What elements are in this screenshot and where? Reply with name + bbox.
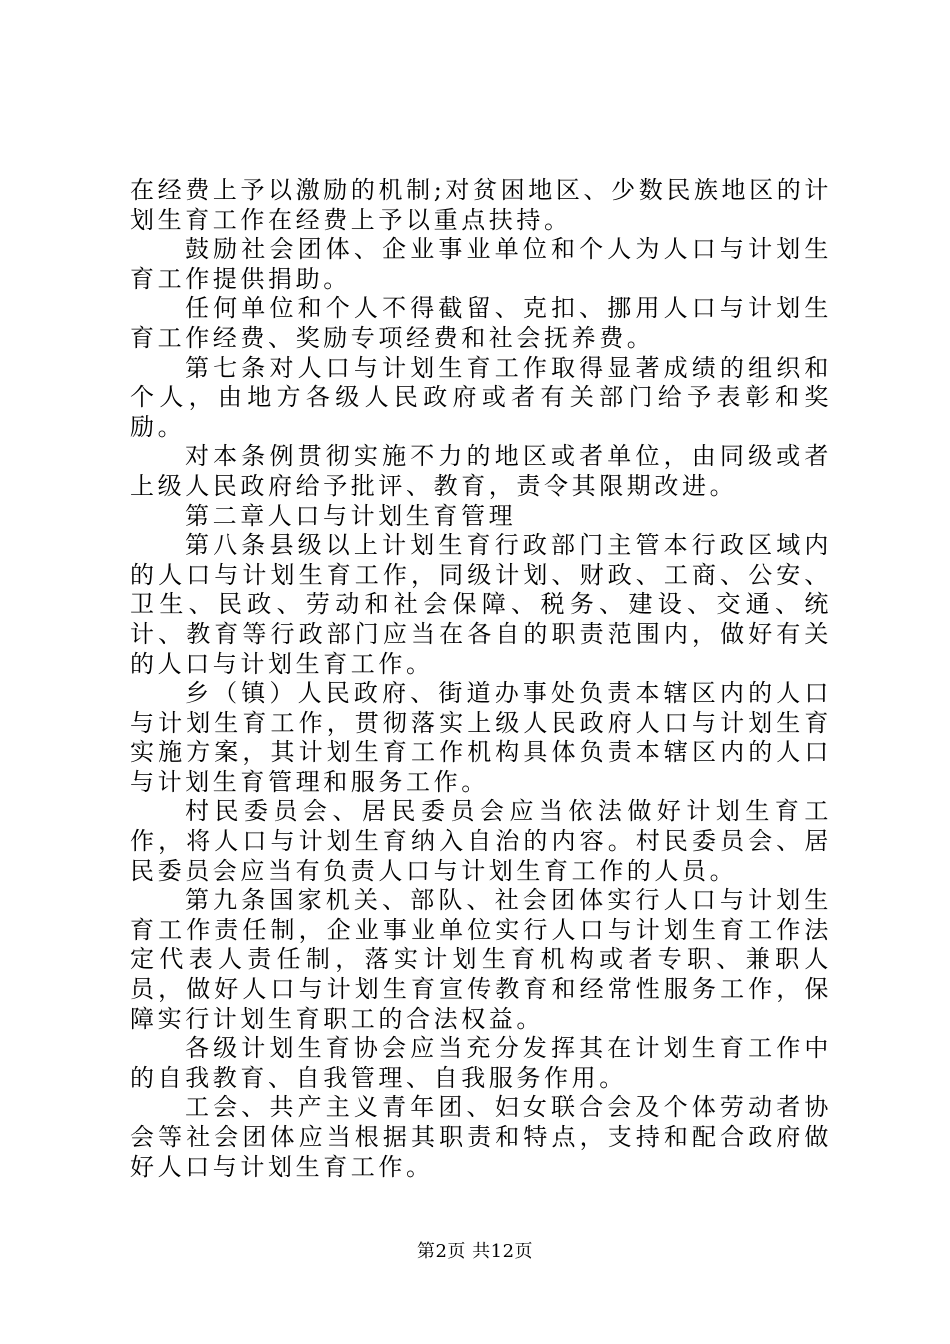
chapter-heading: 第二章人口与计划生育管理: [185, 501, 517, 530]
page-number-footer: 第2页 共12页: [416, 1241, 534, 1262]
paragraph-5: 对本条例贯彻实施不力的地区或者单位，由同级或者上级人民政府给予批评、教育，责令其限期改进。: [130, 442, 832, 500]
paragraph-article-9: 第九条国家机关、部队、社会团体实行人口与计划生育工作责任制，企业事业单位实行人口与计划生育工作法定代表人责任制，落实计划生育机构或者专职、兼职人员，做好人口与计划生育宣传教育和经常性服务工作，保障实行计划生育职工的合法权益。: [130, 886, 832, 1033]
paragraph-2: 鼓励社会团体、企业事业单位和个人为人口与计划生育工作提供捐助。: [130, 235, 832, 293]
paragraph-12: 工会、共产主义青年团、妇女联合会及个体劳动者协会等社会团体应当根据其职责和特点，支持和配合政府做好人口与计划生育工作。: [130, 1093, 832, 1181]
paragraph-1: 在经费上予以激励的机制;对贫困地区、少数民族地区的计划生育工作在经费上予以重点扶持。: [130, 176, 832, 234]
paragraph-article-7: 第七条对人口与计划生育工作取得显著成绩的组织和个人，由地方各级人民政府或者有关部门给予表彰和奖励。: [130, 353, 832, 441]
document-body: [130, 176, 832, 1182]
paragraph-9: 村民委员会、居民委员会应当依法做好计划生育工作，将人口与计划生育纳入自治的内容。村民委员会、居民委员会应当有负责人口与计划生育工作的人员。: [130, 797, 832, 885]
paragraph-3: 任何单位和个人不得截留、克扣、挪用人口与计划生育工作经费、奖励专项经费和社会抚养费。: [130, 294, 832, 352]
paragraph-article-8: 第八条县级以上计划生育行政部门主管本行政区域内的人口与计划生育工作，同级计划、财政、工商、公安、卫生、民政、劳动和社会保障、税务、建设、交通、统计、教育等行政部门应当在各自的职责范围内，做好有关的人口与计划生育工作。: [130, 531, 832, 678]
paragraph-8: 乡（镇）人民政府、街道办事处负责本辖区内的人口与计划生育工作，贯彻落实上级人民政府人口与计划生育实施方案，其计划生育工作机构具体负责本辖区内的人口与计划生育管理和服务工作。: [130, 679, 832, 796]
paragraph-11: 各级计划生育协会应当充分发挥其在计划生育工作中的自我教育、自我管理、自我服务作用。: [130, 1034, 832, 1092]
